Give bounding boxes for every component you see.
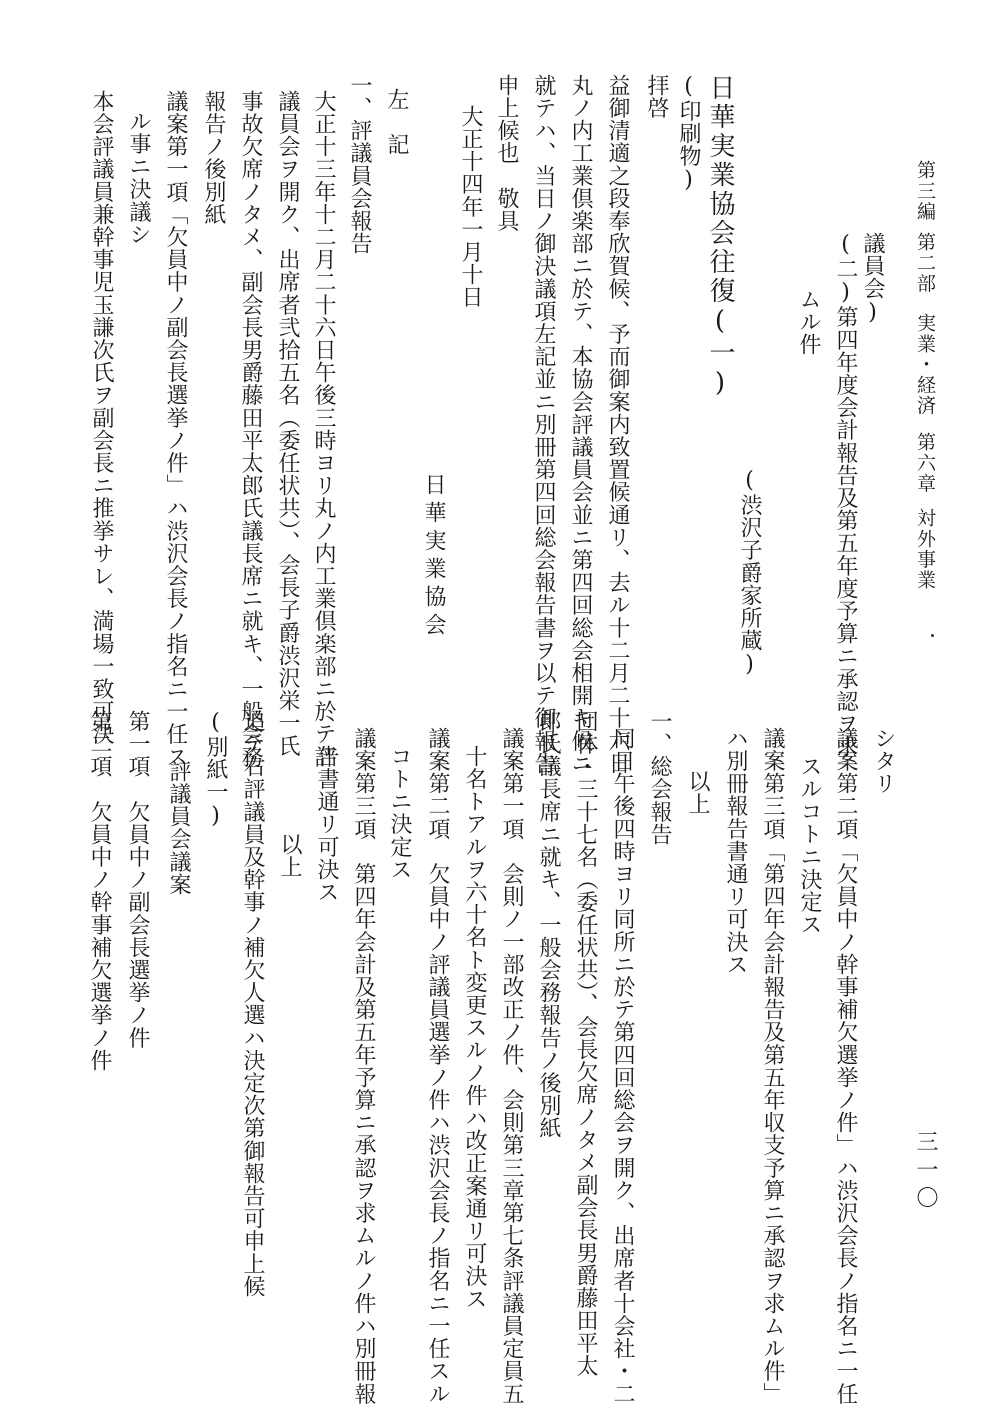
page-number: 三一〇 <box>913 1130 938 1214</box>
document-title: 日華実業協会往復(一) <box>705 74 735 401</box>
text-line: ル事ニ決議シ <box>126 110 151 246</box>
text-line: 第一項 欠員中ノ副会長選挙ノ件 <box>125 710 150 1049</box>
text-line: 丸ノ内工業倶楽部ニ於テ、本協会評議員会並ニ第四回総会相開キ候ニ <box>568 74 593 775</box>
text-line: 以上 <box>277 833 302 879</box>
text-line: 議案第一項 会則ノ一部改正ノ件、会則第三章第七条評議員定員五 <box>499 727 524 1405</box>
text-line: 益御清適之段奉欣賀候、予而御案内致置候通リ、去ル十二月二十六日 <box>605 74 630 775</box>
text-line: 告書通リ可決ス <box>314 745 339 904</box>
text-line: (二)第四年度会計報告及第五年度予算ニ承認ヲ求 <box>833 232 858 758</box>
text-line: 議案第三項 第四年会計及第五年予算ニ承認ヲ求ムルノ件ハ別冊報 <box>351 727 376 1405</box>
header-chapter-title: 対外事業 <box>914 508 936 591</box>
header-chapter: 第六章 <box>914 432 936 494</box>
text-line: 議案第一項「欠員中ノ副会長選挙ノ件」ハ渋沢会長ノ指名ニ一任ス <box>163 90 188 768</box>
header-section: 第二部 <box>914 232 936 294</box>
text-line: 郎氏議長席ニ就キ、一般会務報告ノ後別紙 <box>536 710 561 1140</box>
text-line: ムル件 <box>796 288 821 356</box>
text-line: (印刷物) <box>676 74 701 193</box>
header-part: 第三編 <box>914 160 936 222</box>
text-line: 就テハ、当日ノ御決議項左記並ニ別冊第四回総会報告書ヲ以テ御報告 <box>531 74 556 775</box>
text-line: 報告ノ後別紙 <box>201 90 226 226</box>
text-line: 同日午後四時ヨリ同所ニ於テ第四回総会ヲ開ク、出席者十会社・二 <box>610 727 635 1405</box>
text-line: 大正十四年一月十日 <box>458 105 483 309</box>
ink-dot <box>931 634 934 637</box>
text-line: 議案第三項「第四年会計報告及第五年収支予算ニ承認ヲ求ムル件」 <box>760 727 785 1405</box>
text-line: 第二項 欠員中ノ幹事補欠選挙ノ件 <box>87 710 112 1072</box>
text-line: 団体・三十七名（委任状共）、会長欠席ノタメ副会長男爵藤田平太 <box>573 710 598 1377</box>
text-line: 議員会) <box>860 232 885 326</box>
text-line: 追テ右評議員及幹事ノ補欠人選ハ決定次第御報告可申上候 <box>240 710 265 1298</box>
text-line: (別紙一) <box>203 710 228 829</box>
text-line: 拝啓 <box>644 74 669 120</box>
text-line: 申上候也 敬具 <box>494 74 519 233</box>
text-line: 大正十三年十二月二十六日午後三時ヨリ丸ノ内工業倶楽部ニ於テ評 <box>311 90 336 768</box>
text-line: 一、総会報告 <box>647 710 672 846</box>
text-line: ハ別冊報告書通リ可決ス <box>723 727 748 976</box>
text-line: 評議員会議案 <box>166 760 191 896</box>
header-subject: 実業・経済 <box>914 313 936 416</box>
text-line: 左 記 <box>384 88 409 156</box>
text-line: 本会評議員兼幹事児玉謙次氏ヲ副会長ニ推挙サレ、満場一致可決 <box>89 90 114 746</box>
sender-name: 日華実業協会 <box>421 473 446 641</box>
text-line: 事故欠席ノタメ、副会長男爵藤田平太郎氏議長席ニ就キ、一般会務 <box>238 90 263 768</box>
text-line: 十名トアルヲ六十名ト変更スルノ件ハ改正案通リ可決ス <box>462 745 487 1310</box>
text-line: 以上 <box>685 770 710 816</box>
text-line: 議案第二項「欠員中ノ幹事補欠選挙ノ件」ハ渋沢会長ノ指名ニ一任 <box>833 727 858 1405</box>
text-line: シタリ <box>871 727 896 795</box>
text-line: 議案第二項 欠員中ノ評議員選挙ノ件ハ渋沢会長ノ指名ニ一任スル <box>425 727 450 1405</box>
text-line: スルコトニ決定ス <box>797 755 822 936</box>
text-line: コトニ決定ス <box>387 745 412 881</box>
text-line: 議員会ヲ開ク、出席者弐拾五名（委任状共）、会長子爵渋沢栄一氏 <box>275 90 300 757</box>
text-line: (渋沢子爵家所蔵) <box>737 468 762 678</box>
text-line: 一、評議員会報告 <box>347 74 372 255</box>
